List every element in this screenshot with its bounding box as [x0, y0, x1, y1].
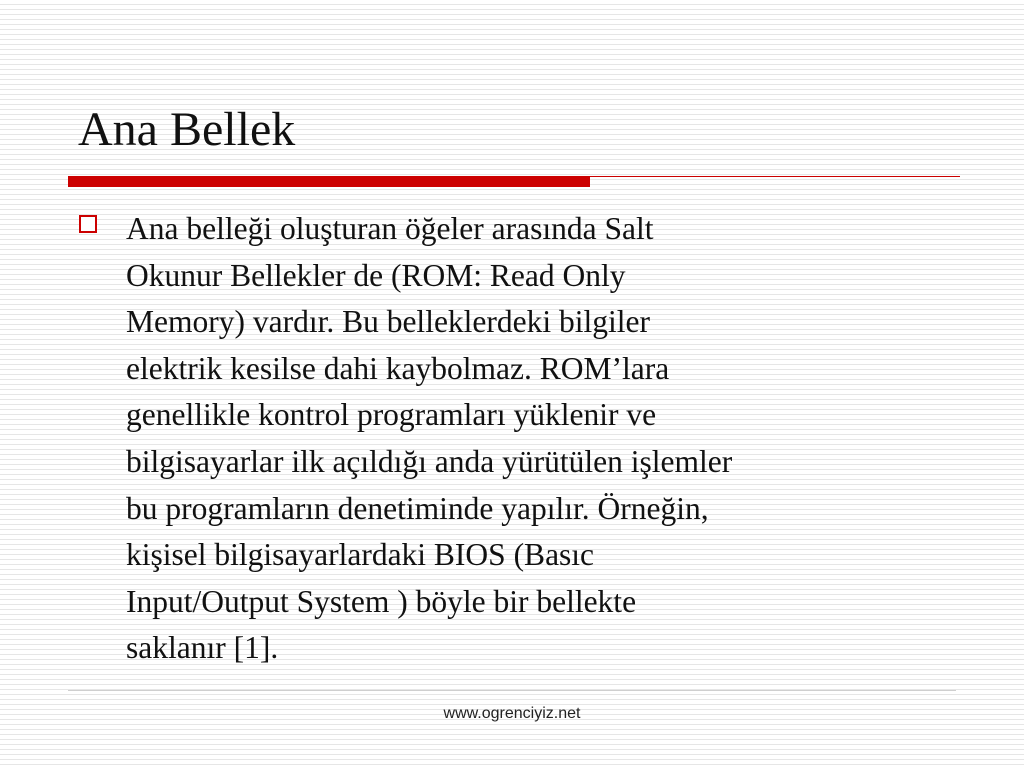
title-underline-thin: [590, 176, 960, 177]
bullet-paragraph: [126, 206, 961, 672]
bullet-line: Input/Output System ) böyle bir bellekte: [126, 583, 637, 619]
footer-divider: [68, 690, 956, 691]
bullet-line: genellikle kontrol programları yüklenir ve: [126, 397, 657, 433]
hollow-square-bullet-icon: [79, 215, 97, 233]
bullet-line: kişisel bilgisayarlardaki BIOS (Basıc: [126, 537, 595, 573]
bullet-line: Okunur Bellekler de (ROM: Read Only: [126, 257, 626, 293]
bullet-line: saklanır [1].: [126, 630, 279, 666]
slide-title: Ana Bellek: [78, 103, 296, 156]
title-underline-thick: [68, 176, 590, 187]
bullet-line: elektrik kesilse dahi kaybolmaz. ROM’lara: [126, 350, 670, 386]
bullet-line: bu programların denetiminde yapılır. Örneğin,: [126, 490, 709, 526]
footer-url: www.ogrenciyiz.net: [443, 705, 581, 722]
bullet-line: bilgisayarlar ilk açıldığı anda yürütülen işlemler: [126, 443, 733, 479]
bullet-line: Memory) vardır. Bu belleklerdeki bilgiler: [126, 304, 650, 340]
bullet-line: Ana belleği oluşturan öğeler arasında Salt: [126, 211, 654, 246]
